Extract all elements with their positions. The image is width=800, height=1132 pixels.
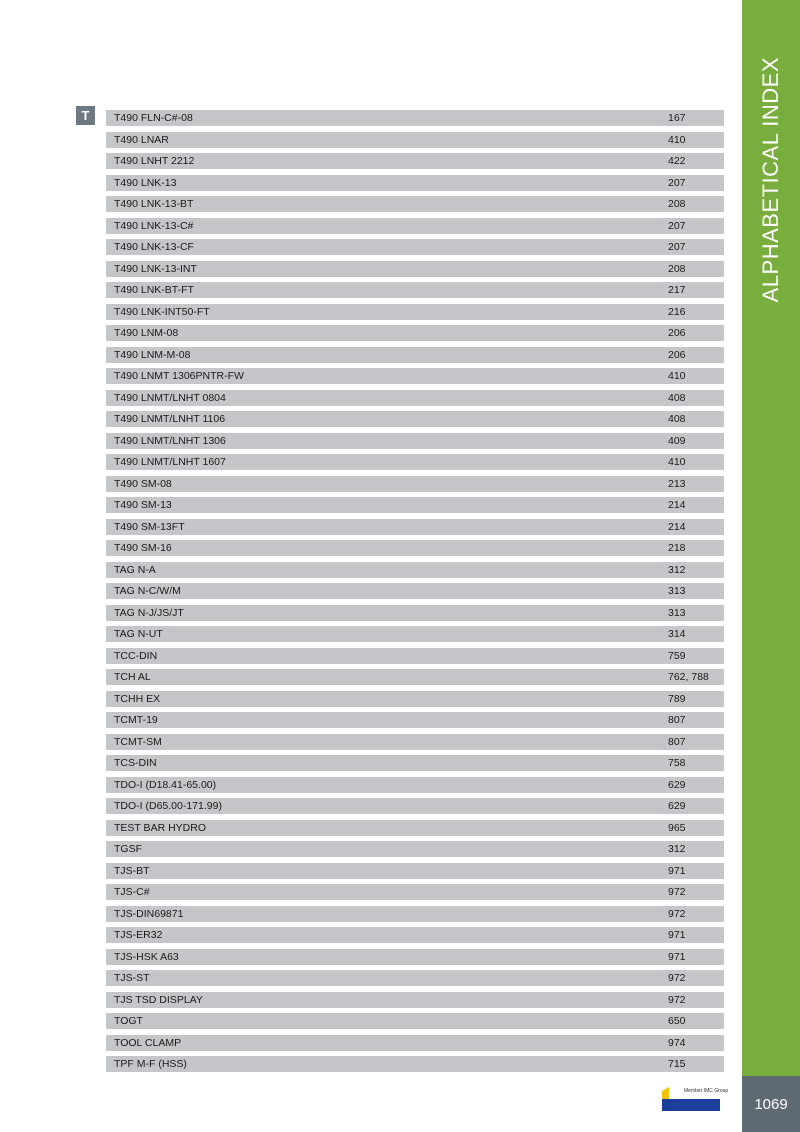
entry-name: TDO-I (D18.41-65.00)	[114, 778, 217, 791]
entry-name: TOOL CLAMP	[114, 1036, 182, 1049]
entry-page: 422	[668, 155, 686, 167]
entry-page: 314	[668, 628, 686, 640]
entry-name: TCMT-19	[114, 714, 158, 726]
entry-name: TCHH EX	[114, 692, 161, 705]
entry-name: TJS TSD DISPLAY	[114, 993, 203, 1006]
index-row	[106, 841, 724, 857]
entry-page: 213	[668, 477, 686, 490]
entry-page: 807	[668, 735, 686, 748]
index-row	[106, 583, 724, 599]
entry-name: TDO-I (D65.00-171.99)	[114, 800, 222, 812]
index-row	[106, 519, 724, 535]
entry-name: T490 LNMT/LNHT 1607	[114, 456, 226, 468]
entry-page: 216	[668, 305, 686, 318]
entry-name: T490 LNM-08	[114, 327, 179, 339]
logo-tagline: Member IMC Group	[684, 1088, 729, 1094]
index-row	[106, 648, 724, 664]
entry-name: T490 LNMT/LNHT 1306	[114, 434, 226, 447]
entry-page: 650	[668, 1015, 686, 1027]
entry-page: 214	[668, 499, 686, 511]
index-list	[106, 110, 724, 1078]
entry-page: 762, 788	[668, 671, 709, 683]
entry-name: TGSF	[114, 843, 142, 855]
entry-name: T490 LNK-13	[114, 176, 177, 189]
entry-page: 972	[668, 972, 686, 984]
index-row	[106, 153, 724, 169]
index-row	[106, 691, 724, 707]
index-row	[106, 669, 724, 685]
index-row	[106, 497, 724, 513]
entry-page: 167	[668, 112, 686, 124]
entry-name: T490 LNM-M-08	[114, 348, 191, 361]
index-row	[106, 626, 724, 642]
index-row	[106, 175, 724, 191]
entry-page: 207	[668, 241, 686, 253]
entry-page: 972	[668, 886, 686, 898]
entry-page: 313	[668, 585, 686, 597]
index-row	[106, 992, 724, 1008]
entry-page: 217	[668, 284, 686, 296]
entry-page: 312	[668, 563, 686, 576]
index-row	[106, 239, 724, 255]
index-row	[106, 927, 724, 943]
entry-page: 410	[668, 370, 686, 382]
index-row	[106, 712, 724, 728]
entry-name: TAG N-J/JS/JT	[114, 606, 184, 619]
page-number: 1069	[742, 1076, 800, 1132]
entry-page: 789	[668, 692, 686, 705]
index-row	[106, 906, 724, 922]
entry-page: 207	[668, 219, 686, 232]
entry-name: T490 SM-16	[114, 542, 172, 554]
index-row	[106, 970, 724, 986]
index-row	[106, 132, 724, 148]
index-row	[106, 454, 724, 470]
entry-page: 807	[668, 714, 686, 726]
entry-name: TJS-ER32	[114, 929, 163, 941]
entry-page: 629	[668, 778, 686, 791]
entry-page: 313	[668, 606, 686, 619]
index-row	[106, 304, 724, 320]
entry-name: T490 LNMT 1306PNTR-FW	[114, 370, 244, 382]
entry-page: 206	[668, 327, 686, 339]
entry-page: 971	[668, 929, 686, 941]
index-row	[106, 1056, 724, 1072]
index-row	[106, 110, 724, 126]
entry-page: 974	[668, 1036, 686, 1049]
entry-name: TEST BAR HYDRO	[114, 821, 206, 834]
entry-name: TOGT	[114, 1015, 143, 1027]
entry-name: TJS-C#	[114, 886, 150, 898]
index-row	[106, 218, 724, 234]
entry-name: TAG N-UT	[114, 628, 163, 640]
index-row	[106, 1013, 724, 1029]
index-row	[106, 433, 724, 449]
entry-page: 214	[668, 520, 686, 533]
index-row	[106, 755, 724, 771]
entry-name: T490 LNK-13-BT	[114, 198, 194, 210]
index-row	[106, 390, 724, 406]
index-row	[106, 282, 724, 298]
index-row	[106, 540, 724, 556]
entry-page: 408	[668, 391, 686, 404]
index-row	[106, 368, 724, 384]
entry-name: T490 LNK-BT-FT	[114, 284, 194, 296]
entry-page: 207	[668, 176, 686, 189]
index-row	[106, 1035, 724, 1051]
index-row	[106, 476, 724, 492]
entry-name: T490 LNHT 2212	[114, 155, 195, 167]
entry-name: T490 LNMT/LNHT 0804	[114, 391, 226, 404]
entry-name: TCH AL	[114, 671, 151, 683]
entry-page: 971	[668, 950, 686, 963]
entry-page: 206	[668, 348, 686, 361]
section-title-text: ALPHABETICAL INDEX	[758, 57, 783, 303]
entry-name: T490 SM-08	[114, 477, 172, 490]
entry-page: 972	[668, 907, 686, 920]
entry-page: 410	[668, 133, 686, 146]
index-row	[106, 325, 724, 341]
entry-name: T490 LNK-13-CF	[114, 241, 194, 253]
entry-name: T490 LNAR	[114, 133, 169, 146]
entry-page: 208	[668, 262, 686, 275]
entry-page: 971	[668, 864, 686, 877]
entry-page: 629	[668, 800, 686, 812]
index-row	[106, 798, 724, 814]
letter-badge: T	[76, 106, 95, 125]
entry-name: T490 FLN-C#-08	[114, 112, 193, 124]
entry-name: TJS-HSK A63	[114, 950, 179, 963]
entry-name: T490 LNK-13-INT	[114, 262, 197, 275]
entry-page: 409	[668, 434, 686, 447]
entry-name: TCC-DIN	[114, 649, 158, 662]
entry-name: T490 LNMT/LNHT 1106	[114, 413, 226, 425]
index-row	[106, 734, 724, 750]
entry-page: 408	[668, 413, 686, 425]
index-row	[106, 605, 724, 621]
entry-page: 965	[668, 821, 686, 834]
entry-name: T490 LNK-13-C#	[114, 219, 194, 232]
index-row	[106, 411, 724, 427]
index-row	[106, 261, 724, 277]
entry-name: T490 SM-13FT	[114, 520, 185, 533]
entry-page: 759	[668, 649, 686, 662]
entry-page: 715	[668, 1058, 686, 1070]
entry-page: 410	[668, 456, 686, 468]
entry-page: 972	[668, 993, 686, 1006]
entry-name: T490 SM-13	[114, 499, 172, 511]
entry-name: TJS-BT	[114, 864, 150, 877]
index-row	[106, 949, 724, 965]
entry-page: 312	[668, 843, 686, 855]
entry-name: TCS-DIN	[114, 757, 157, 769]
index-row	[106, 884, 724, 900]
entry-name: TJS-DIN69871	[114, 907, 184, 920]
index-row	[106, 777, 724, 793]
entry-name: T490 LNK-INT50-FT	[114, 305, 210, 318]
index-row	[106, 347, 724, 363]
index-row	[106, 562, 724, 578]
entry-name: TAG N-C/W/M	[114, 585, 181, 597]
entry-page: 758	[668, 757, 686, 769]
entry-name: TCMT-SM	[114, 735, 162, 748]
entry-page: 208	[668, 198, 686, 210]
entry-name: TPF M-F (HSS)	[114, 1058, 187, 1070]
entry-name: TJS-ST	[114, 972, 150, 984]
index-row	[106, 196, 724, 212]
section-title	[742, 40, 800, 320]
index-row	[106, 863, 724, 879]
index-row	[106, 820, 724, 836]
entry-page: 218	[668, 542, 686, 554]
entry-name: TAG N-A	[114, 563, 156, 576]
